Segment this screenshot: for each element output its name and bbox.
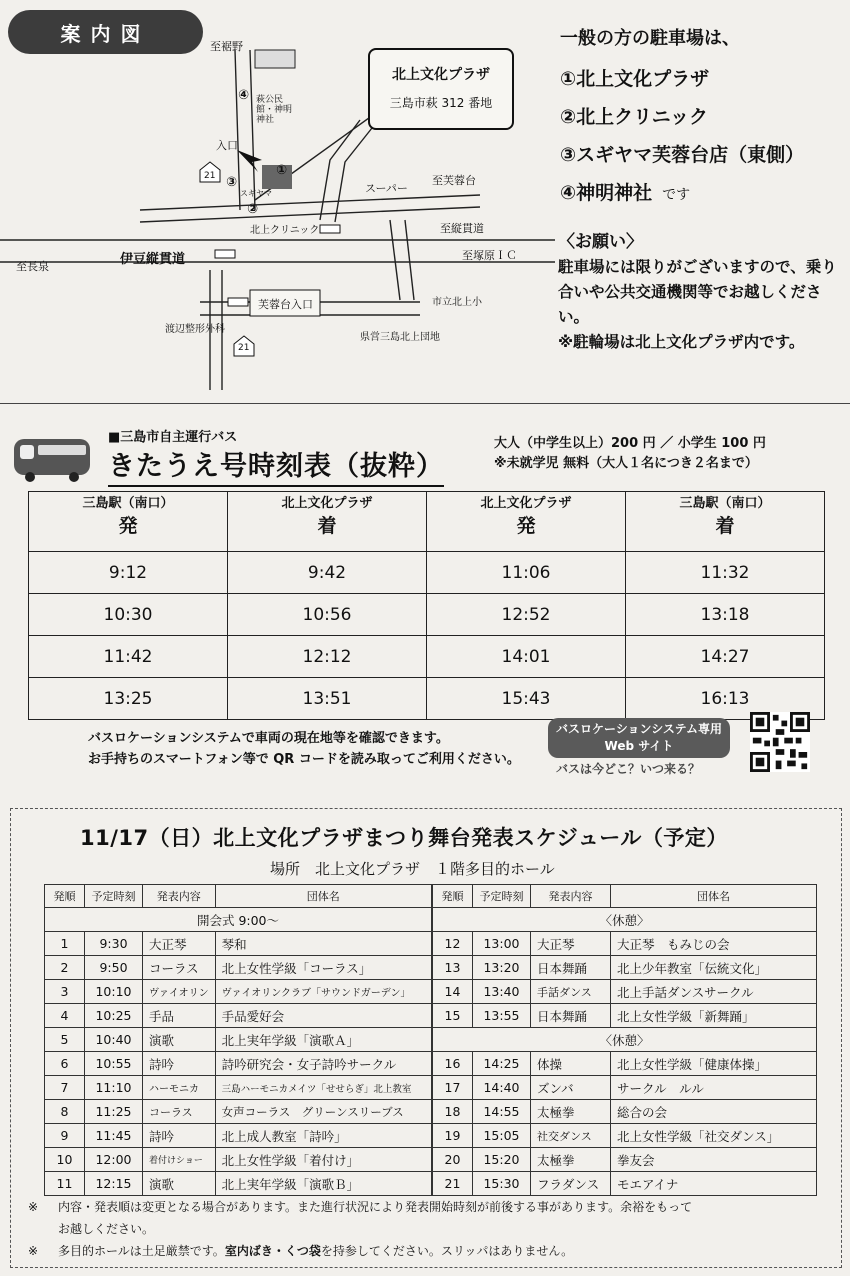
- note-row: [28, 1240, 692, 1262]
- cell: 7: [45, 1076, 85, 1100]
- table-row: [433, 1004, 817, 1028]
- cell: 詩吟: [143, 1052, 216, 1076]
- cell: 10:10: [85, 980, 143, 1004]
- cell: コーラス: [143, 956, 216, 980]
- cell: 手品: [143, 1004, 216, 1028]
- cell: 17: [433, 1076, 473, 1100]
- table-row: [433, 956, 817, 980]
- table-row: [45, 1124, 432, 1148]
- cell: 太極拳: [531, 1100, 611, 1124]
- web-button-line-1: バスロケーションシステム専用: [555, 722, 723, 736]
- bus-timetable: [28, 491, 825, 720]
- request-heading: 〈お願い〉: [558, 232, 643, 252]
- header-order: 発順: [433, 885, 473, 908]
- cell: 13:00: [473, 932, 531, 956]
- cell: 13: [433, 956, 473, 980]
- opening-row: [45, 908, 432, 932]
- cell: 5: [45, 1028, 85, 1052]
- cell: 10:25: [85, 1004, 143, 1028]
- cell: ヴァイオリンクラブ「サウンドガーデン」: [215, 980, 431, 1004]
- break-label: 〈休憩〉: [433, 908, 817, 932]
- cell: 2: [45, 956, 85, 980]
- time-cell: 11:06: [427, 552, 626, 594]
- web-button-line-2: Web サイト: [604, 739, 674, 753]
- cell: コーラス: [143, 1100, 216, 1124]
- time-cell: 9:12: [29, 552, 228, 594]
- cell: 詩吟: [143, 1124, 216, 1148]
- time-cell: 13:25: [29, 678, 228, 720]
- label-clinic: 北上クリニック: [250, 225, 320, 236]
- parking-item-2: ②北上クリニック: [560, 106, 708, 128]
- table-row: [433, 1100, 817, 1124]
- timetable-row: [29, 552, 825, 594]
- cell: 15: [433, 1004, 473, 1028]
- schedule-notes: [28, 1196, 692, 1262]
- parking-suffix: です: [662, 187, 691, 203]
- cell: 13:20: [473, 956, 531, 980]
- cell: 3: [45, 980, 85, 1004]
- table-row: [433, 1124, 817, 1148]
- cell: 北上実年学級「演歌Ａ」: [215, 1028, 431, 1052]
- cell: 総合の会: [611, 1100, 817, 1124]
- cell: 11:45: [85, 1124, 143, 1148]
- schedule-table-afternoon: [432, 884, 817, 1196]
- cell: 20: [433, 1148, 473, 1172]
- parking-item-4: [560, 174, 845, 212]
- label-kominkan: 萩公民館・神明神社: [256, 95, 293, 125]
- timetable-row: [29, 594, 825, 636]
- col-stop: 三島駅（南口）: [679, 496, 771, 511]
- cell: 大正琴 もみじの会: [611, 932, 817, 956]
- label-to-nagaizumi: 至長泉: [16, 260, 49, 273]
- time-cell: 11:42: [29, 636, 228, 678]
- cell: 1: [45, 932, 85, 956]
- table-row: [433, 1052, 817, 1076]
- cell: 14:40: [473, 1076, 531, 1100]
- cell: サークル ルル: [611, 1076, 817, 1100]
- cell: 拳友会: [611, 1148, 817, 1172]
- cell: 8: [45, 1100, 85, 1124]
- cell: 11:25: [85, 1100, 143, 1124]
- label-to-susono: 至裾野: [210, 40, 243, 53]
- marker-4: ④: [238, 88, 250, 103]
- cell: 大正琴: [143, 932, 216, 956]
- time-cell: 14:27: [626, 636, 825, 678]
- table-row: [45, 1028, 432, 1052]
- cell: 琴和: [215, 932, 431, 956]
- parking-item-1: ①北上文化プラザ: [560, 68, 710, 90]
- web-caption: バスは今どこ？いつ来る？: [556, 762, 701, 776]
- cell: 15:20: [473, 1148, 531, 1172]
- plaza-callout: [368, 48, 514, 130]
- cell: 女声コーラス グリーンスリーブス: [215, 1100, 431, 1124]
- parking-item-3: ③スギヤマ芙蓉台店（東側）: [560, 144, 805, 166]
- location-note-1: バスロケーションシステムで車両の現在地等を確認できます。: [88, 731, 449, 746]
- location-note-2: お手持ちのスマートフォン等で QR コードを読み取ってご利用ください。: [88, 752, 520, 767]
- time-cell: 12:52: [427, 594, 626, 636]
- bus-icon: [12, 435, 92, 483]
- plaza-address: 三島市萩 312 番地: [389, 96, 493, 110]
- cell: 10: [45, 1148, 85, 1172]
- cell: 13:55: [473, 1004, 531, 1028]
- note-row: [28, 1218, 692, 1240]
- time-cell: 10:56: [228, 594, 427, 636]
- label-super: スーパー: [365, 182, 408, 195]
- cell: 北上少年教室「伝統文化」: [611, 956, 817, 980]
- cell: 着付けショー: [143, 1148, 216, 1172]
- table-row: [433, 980, 817, 1004]
- cell: 北上実年学級「演歌Ｂ」: [215, 1172, 431, 1196]
- table-row: [433, 1076, 817, 1100]
- marker-2: ②: [247, 202, 259, 217]
- bus-title: きたうえ号時刻表（抜粋）: [108, 444, 444, 487]
- cell: 11: [45, 1172, 85, 1196]
- opening-ceremony: 開会式 9:00〜: [45, 908, 432, 932]
- plaza-title: 北上文化プラザ: [392, 67, 490, 83]
- cell: 三島ハーモニカメイツ「せせらぎ」北上教室: [215, 1076, 431, 1100]
- cell: ヴァイオリン: [143, 980, 216, 1004]
- cell: 6: [45, 1052, 85, 1076]
- label-to-jukan: 至縦貫道: [440, 222, 484, 235]
- cell: フラダンス: [531, 1172, 611, 1196]
- cell: 14:55: [473, 1100, 531, 1124]
- section-tag-map: 案内図: [8, 10, 203, 54]
- table-row: [45, 956, 432, 980]
- cell: 12:15: [85, 1172, 143, 1196]
- header-content: 発表内容: [143, 885, 216, 908]
- label-entrance: 入口: [216, 139, 238, 152]
- request-note: [558, 230, 848, 355]
- cell: 北上女性学級「コーラス」: [215, 956, 431, 980]
- header-content: 発表内容: [531, 885, 611, 908]
- timetable-row: [29, 678, 825, 720]
- note-mark: ※: [28, 1200, 39, 1214]
- col-type: 着: [317, 515, 337, 537]
- label-izu-jukan: 伊豆縦貫道: [120, 252, 186, 267]
- section-divider: [0, 403, 850, 404]
- time-cell: 14:01: [427, 636, 626, 678]
- label-to-fuyodai: 至芙蓉台: [432, 174, 476, 187]
- time-cell: 11:32: [626, 552, 825, 594]
- col-stop: 北上文化プラザ: [480, 496, 572, 511]
- route-21-lower: 21: [238, 343, 250, 353]
- fare-line-2: ※未就学児 無料（大人１名につき２名まで）: [494, 456, 758, 471]
- header-order: 発順: [45, 885, 85, 908]
- cell: 9: [45, 1124, 85, 1148]
- table-row: [45, 932, 432, 956]
- table-row: [45, 1172, 432, 1196]
- cell: 演歌: [143, 1028, 216, 1052]
- timetable-header: [29, 492, 825, 552]
- timetable-col: [228, 492, 427, 552]
- time-cell: 12:12: [228, 636, 427, 678]
- cell: 北上女性学級「着付け」: [215, 1148, 431, 1172]
- time-cell: 16:13: [626, 678, 825, 720]
- cell: 体操: [531, 1052, 611, 1076]
- parking-item-4-text: ④神明神社: [560, 182, 653, 204]
- table-row: [45, 980, 432, 1004]
- schedule-venue: 場所 北上文化プラザ １階多目的ホール: [270, 860, 555, 878]
- header-time: 予定時刻: [473, 885, 531, 908]
- cell: 21: [433, 1172, 473, 1196]
- cell: 北上女性学級「社交ダンス」: [611, 1124, 817, 1148]
- cell: 19: [433, 1124, 473, 1148]
- cell: 14: [433, 980, 473, 1004]
- header-group: 団体名: [215, 885, 431, 908]
- timetable-col: [427, 492, 626, 552]
- note-row: [28, 1196, 692, 1218]
- cell: 日本舞踊: [531, 1004, 611, 1028]
- cell: 15:30: [473, 1172, 531, 1196]
- table-row: [45, 1076, 432, 1100]
- fare-line-1: 大人（中学生以上）200 円 ／ 小学生 100 円: [494, 436, 766, 451]
- break-row: [433, 1028, 817, 1052]
- cell: ズンバ: [531, 1076, 611, 1100]
- cell: 大正琴: [531, 932, 611, 956]
- cell: 太極拳: [531, 1148, 611, 1172]
- label-sugiyama: スギヤマ: [240, 189, 272, 198]
- break-label: 〈休憩〉: [433, 1028, 817, 1052]
- cell: 日本舞踊: [531, 956, 611, 980]
- header-group: 団体名: [611, 885, 817, 908]
- cell: 11:10: [85, 1076, 143, 1100]
- col-stop: 北上文化プラザ: [281, 496, 373, 511]
- bicycle-note: ※駐輪場は北上文化プラザ内です。: [558, 333, 805, 351]
- label-to-tsukahara: 至塚原ＩＣ: [462, 249, 517, 262]
- note-2b: 室内ばき・くつ袋: [224, 1244, 321, 1258]
- note-mark: ※: [28, 1244, 39, 1258]
- cell: 社交ダンス: [531, 1124, 611, 1148]
- cell: 14:25: [473, 1052, 531, 1076]
- cell: 10:55: [85, 1052, 143, 1076]
- table-row: [433, 1148, 817, 1172]
- parking-heading: 一般の方の駐車場は、: [560, 28, 740, 49]
- cell: 4: [45, 1004, 85, 1028]
- cell: 16: [433, 1052, 473, 1076]
- cell: 北上成人教室「詩吟」: [215, 1124, 431, 1148]
- parking-info: [560, 24, 845, 212]
- schedule-table-morning: [44, 884, 432, 1196]
- cell: 12: [433, 932, 473, 956]
- cell: モエアイナ: [611, 1172, 817, 1196]
- marker-1: ①: [276, 163, 288, 178]
- schedule-title: 11/17（日）北上文化プラザまつり舞台発表スケジュール（予定）: [80, 826, 728, 850]
- col-type: 発: [516, 515, 536, 537]
- table-header-row: [45, 885, 432, 908]
- col-type: 発: [118, 515, 138, 537]
- note-1: 内容・発表順は変更となる場合があります。また進行状況により発表開始時刻が前後する事があります。余裕をもって: [58, 1200, 693, 1214]
- bus-fare: [494, 434, 766, 474]
- table-row: [45, 1004, 432, 1028]
- header-time: 予定時刻: [85, 885, 143, 908]
- break-row: [433, 908, 817, 932]
- cell: 北上女性学級「新舞踊」: [611, 1004, 817, 1028]
- timetable-col: [626, 492, 825, 552]
- bus-location-web-button[interactable]: [548, 718, 730, 758]
- col-stop: 三島駅（南口）: [82, 496, 174, 511]
- qr-code-icon[interactable]: [750, 712, 810, 772]
- time-cell: 15:43: [427, 678, 626, 720]
- route-21-upper: 21: [204, 171, 216, 181]
- cell: 詩吟研究会・女子詩吟サークル: [215, 1052, 431, 1076]
- table-header-row: [433, 885, 817, 908]
- cell: 10:40: [85, 1028, 143, 1052]
- timetable-row: [29, 636, 825, 678]
- label-watanabe: 渡辺整形外科: [165, 324, 225, 335]
- note-1b: お越しください。: [58, 1222, 155, 1236]
- table-row: [45, 1100, 432, 1124]
- note-2a: 多目的ホールは土足厳禁です。: [58, 1244, 225, 1258]
- table-row: [433, 932, 817, 956]
- cell: 15:05: [473, 1124, 531, 1148]
- timetable-col: [29, 492, 228, 552]
- note-2c: を持参してください。スリッパはありません。: [320, 1244, 574, 1258]
- bus-location-note: [88, 728, 520, 770]
- time-cell: 13:51: [228, 678, 427, 720]
- cell: 18: [433, 1100, 473, 1124]
- request-body: 駐車場には限りがございますので、乗り合いや公共交通機関等でお越しください。: [558, 258, 837, 326]
- marker-3: ③: [226, 175, 238, 190]
- table-row: [45, 1148, 432, 1172]
- cell: ハーモニカ: [143, 1076, 216, 1100]
- cell: 12:00: [85, 1148, 143, 1172]
- time-cell: 13:18: [626, 594, 825, 636]
- label-school: 市立北上小: [432, 297, 482, 308]
- label-fuyodai-entrance: 芙蓉台入口: [258, 298, 313, 311]
- cell: 13:40: [473, 980, 531, 1004]
- cell: 演歌: [143, 1172, 216, 1196]
- col-type: 着: [715, 515, 735, 537]
- cell: 北上手話ダンスサークル: [611, 980, 817, 1004]
- table-row: [45, 1052, 432, 1076]
- cell: 北上女性学級「健康体操」: [611, 1052, 817, 1076]
- time-cell: 9:42: [228, 552, 427, 594]
- time-cell: 10:30: [29, 594, 228, 636]
- bus-pre-title: ■三島市自主運行バス: [108, 430, 238, 445]
- cell: 9:50: [85, 956, 143, 980]
- label-danchi: 県営三島北上団地: [360, 332, 440, 343]
- cell: 手話ダンス: [531, 980, 611, 1004]
- cell: 9:30: [85, 932, 143, 956]
- cell: 手品愛好会: [215, 1004, 431, 1028]
- table-row: [433, 1172, 817, 1196]
